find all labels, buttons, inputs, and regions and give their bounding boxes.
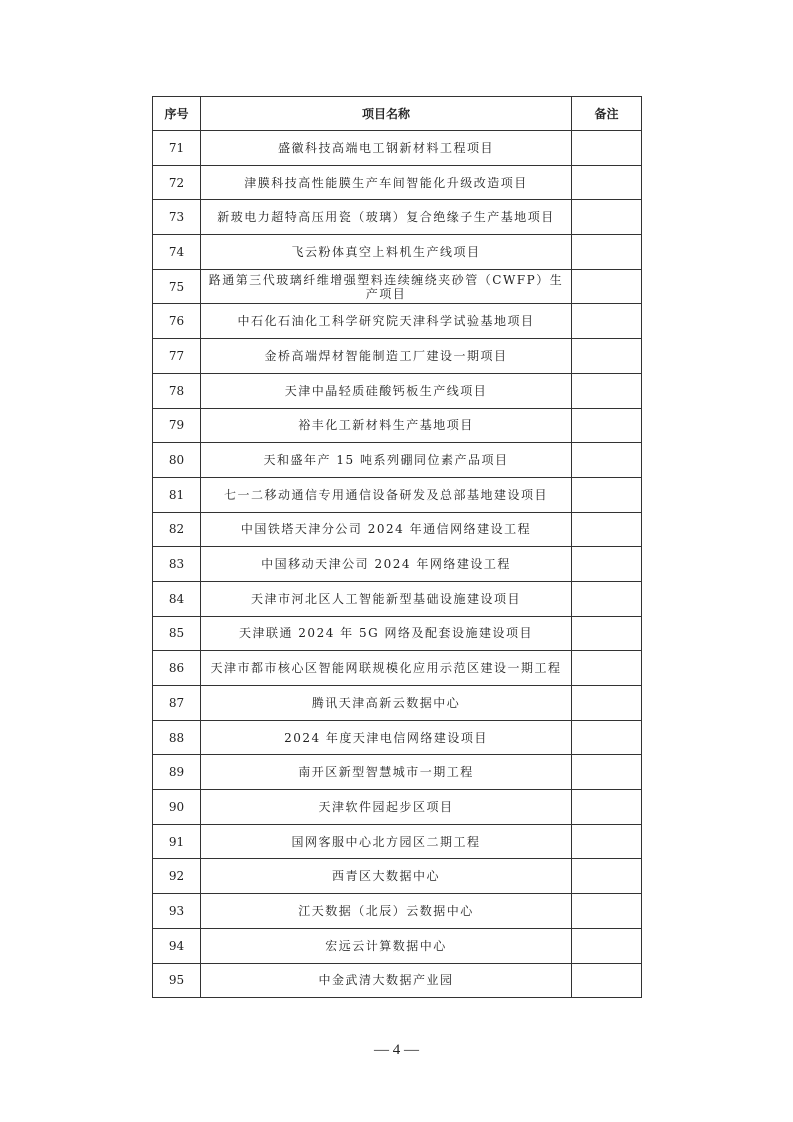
cell-no: 85 [153,616,201,651]
table-row [153,304,642,339]
cell-note [572,477,642,512]
cell-no: 77 [153,339,201,374]
cell-note [572,859,642,894]
cell-no: 89 [153,755,201,790]
cell-no: 75 [153,269,201,304]
cell-note [572,269,642,304]
cell-name: 宏远云计算数据中心 [201,928,572,963]
cell-no: 78 [153,373,201,408]
table-row [153,512,642,547]
cell-note [572,373,642,408]
cell-name: 新玻电力超特高压用瓷（玻璃）复合绝缘子生产基地项目 [201,200,572,235]
table-row [153,616,642,651]
cell-name: 天津市河北区人工智能新型基础设施建设项目 [201,581,572,616]
table-row [153,720,642,755]
cell-name: 津膜科技高性能膜生产车间智能化升级改造项目 [201,165,572,200]
cell-note [572,547,642,582]
table-row [153,408,642,443]
cell-note [572,235,642,270]
cell-no: 73 [153,200,201,235]
cell-no: 86 [153,651,201,686]
cell-no: 91 [153,824,201,859]
cell-name: 天津中晶轻质硅酸钙板生产线项目 [201,373,572,408]
cell-note [572,963,642,998]
cell-no: 87 [153,686,201,721]
cell-note [572,790,642,825]
cell-note [572,200,642,235]
cell-no: 76 [153,304,201,339]
cell-name: 中国移动天津公司 2024 年网络建设工程 [201,547,572,582]
table-row [153,200,642,235]
cell-note [572,165,642,200]
table-row [153,755,642,790]
header-note: 备注 [572,97,642,131]
table-row [153,686,642,721]
cell-name: 路通第三代玻璃纤维增强塑料连续缠绕夹砂管（CWFP）生产项目 [201,269,572,304]
cell-name: 中石化石油化工科学研究院天津科学试验基地项目 [201,304,572,339]
cell-no: 72 [153,165,201,200]
cell-no: 83 [153,547,201,582]
project-table [152,96,642,998]
cell-note [572,824,642,859]
cell-note [572,928,642,963]
cell-note [572,894,642,929]
table-row [153,581,642,616]
cell-name: 飞云粉体真空上料机生产线项目 [201,235,572,270]
cell-name: 江天数据（北辰）云数据中心 [201,894,572,929]
header-no: 序号 [153,97,201,131]
cell-name: 西青区大数据中心 [201,859,572,894]
table-row [153,963,642,998]
cell-no: 80 [153,443,201,478]
table-row [153,928,642,963]
table-row [153,790,642,825]
cell-note [572,755,642,790]
cell-no: 82 [153,512,201,547]
cell-name: 天津联通 2024 年 5G 网络及配套设施建设项目 [201,616,572,651]
cell-name: 天津市都市核心区智能网联规模化应用示范区建设一期工程 [201,651,572,686]
cell-note [572,339,642,374]
table-row [153,651,642,686]
cell-no: 93 [153,894,201,929]
table-header-row [153,97,642,131]
cell-note [572,304,642,339]
table-row [153,131,642,166]
cell-no: 92 [153,859,201,894]
cell-name: 金桥高端焊材智能制造工厂建设一期项目 [201,339,572,374]
cell-name: 裕丰化工新材料生产基地项目 [201,408,572,443]
cell-note [572,651,642,686]
cell-no: 84 [153,581,201,616]
cell-name: 盛徽科技高端电工钢新材料工程项目 [201,131,572,166]
cell-name: 2024 年度天津电信网络建设项目 [201,720,572,755]
table-row [153,859,642,894]
page-number: — 4 — [374,1042,419,1058]
cell-no: 88 [153,720,201,755]
cell-name: 国网客服中心北方园区二期工程 [201,824,572,859]
cell-no: 79 [153,408,201,443]
cell-note [572,686,642,721]
table-row [153,235,642,270]
cell-no: 95 [153,963,201,998]
table-row [153,547,642,582]
cell-no: 90 [153,790,201,825]
cell-note [572,720,642,755]
cell-note [572,581,642,616]
cell-name: 南开区新型智慧城市一期工程 [201,755,572,790]
cell-note [572,408,642,443]
cell-name: 七一二移动通信专用通信设备研发及总部基地建设项目 [201,477,572,512]
table-row [153,339,642,374]
cell-note [572,131,642,166]
cell-note [572,616,642,651]
table-row [153,165,642,200]
cell-note [572,512,642,547]
table-row [153,477,642,512]
table-row [153,443,642,478]
cell-no: 81 [153,477,201,512]
cell-name: 天津软件园起步区项目 [201,790,572,825]
cell-no: 71 [153,131,201,166]
cell-note [572,443,642,478]
cell-no: 94 [153,928,201,963]
table-row [153,894,642,929]
cell-no: 74 [153,235,201,270]
cell-name: 腾讯天津高新云数据中心 [201,686,572,721]
cell-name: 中国铁塔天津分公司 2024 年通信网络建设工程 [201,512,572,547]
table-row [153,269,642,304]
table-row [153,824,642,859]
cell-name: 天和盛年产 15 吨系列硼同位素产品项目 [201,443,572,478]
cell-name: 中金武清大数据产业园 [201,963,572,998]
header-name: 项目名称 [201,97,572,131]
table-row [153,373,642,408]
